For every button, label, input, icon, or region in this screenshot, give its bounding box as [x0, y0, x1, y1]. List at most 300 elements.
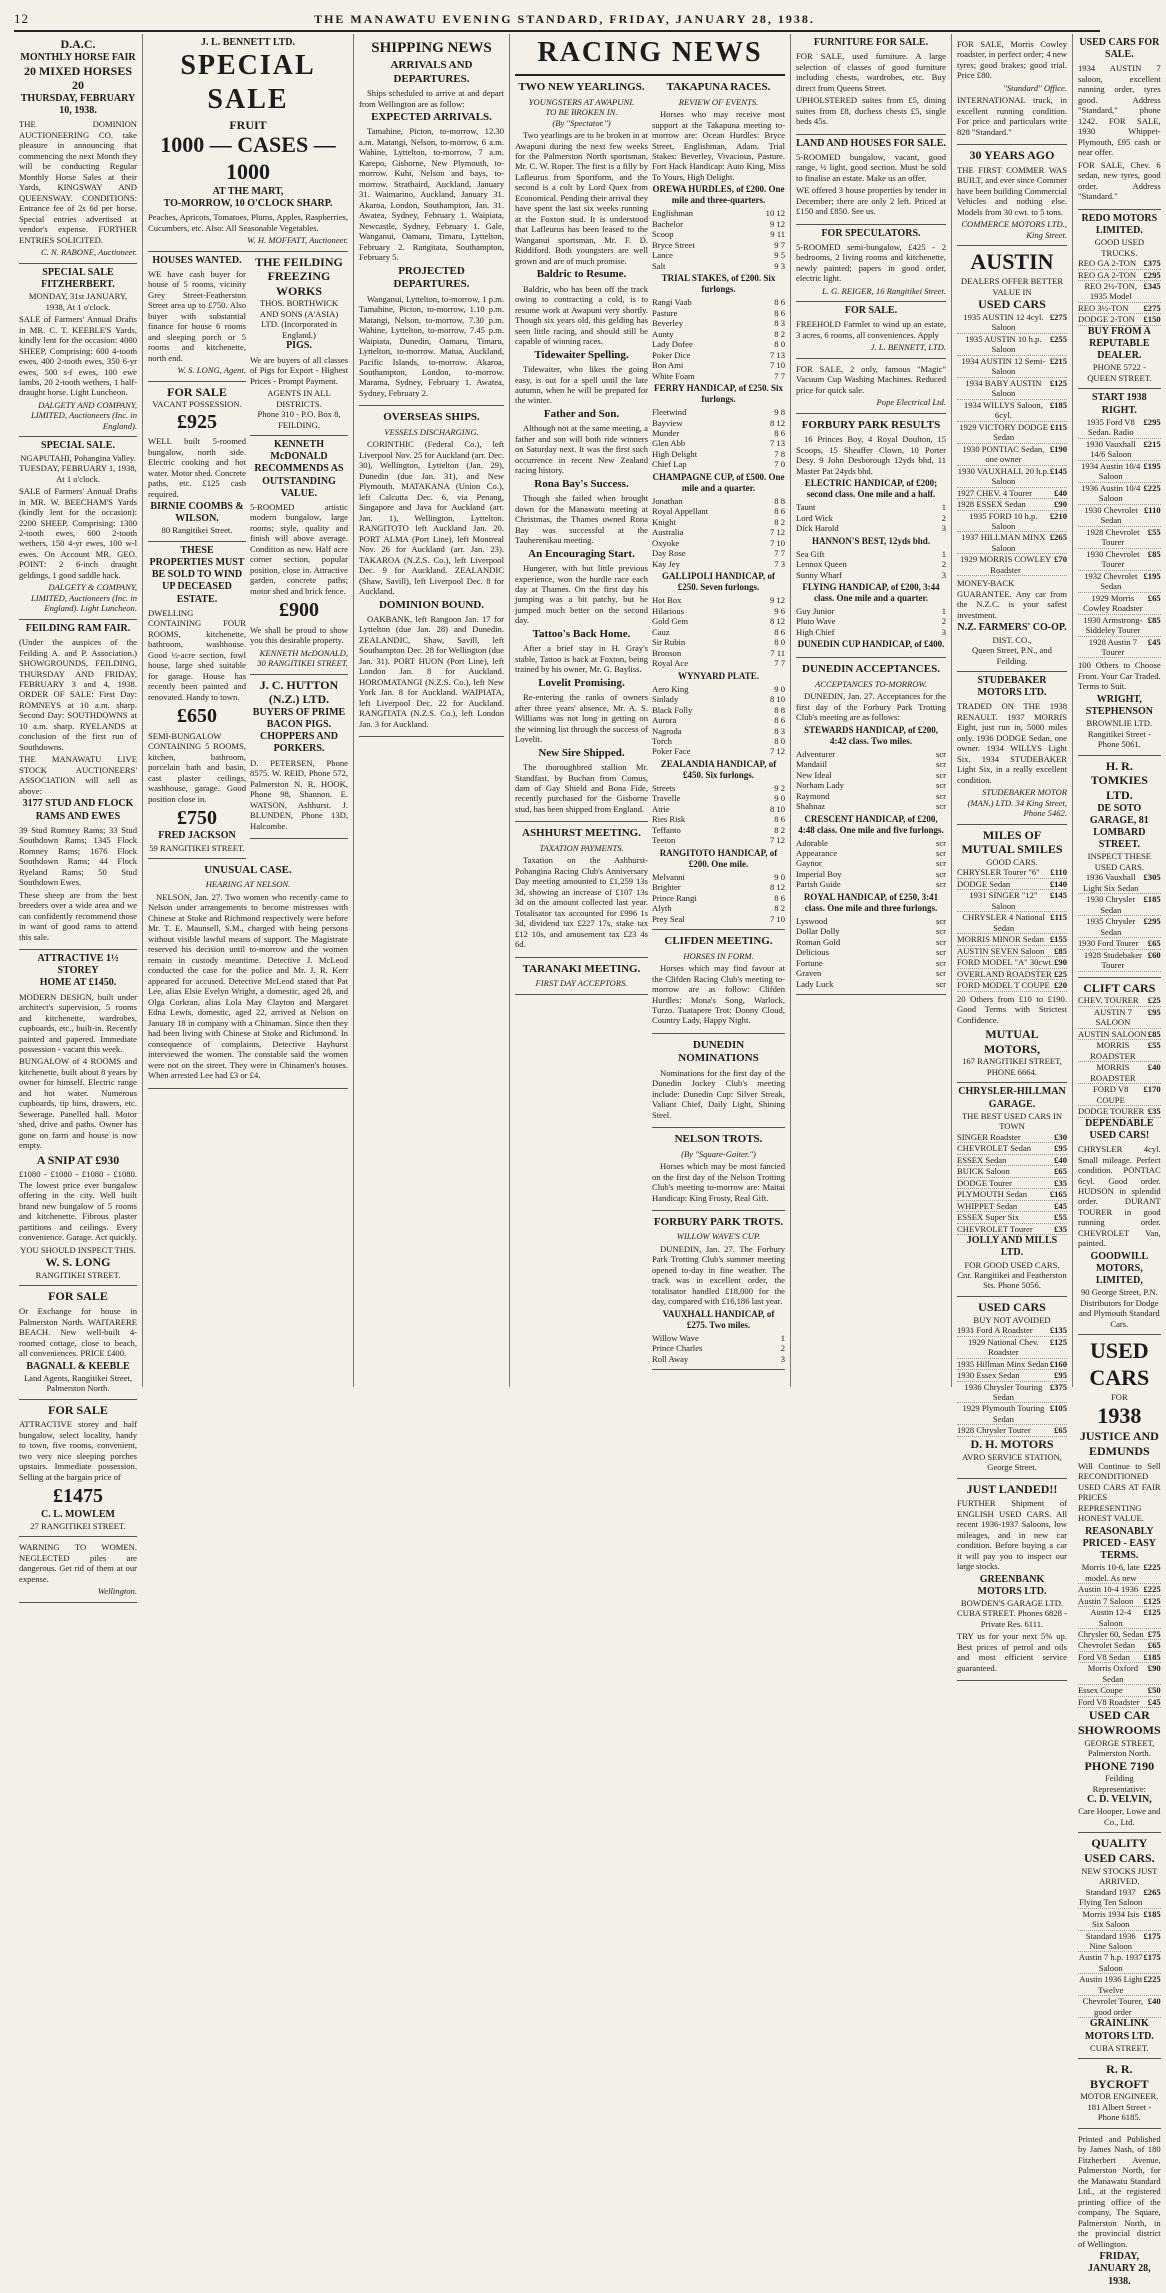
car-listing-value: £40: [1054, 487, 1067, 498]
car-listing-value: £90: [1054, 499, 1067, 510]
race-entry: [652, 694, 785, 704]
race-entry: [796, 627, 946, 637]
race-entry: [652, 240, 785, 250]
race-entry-name: Imperial Boy: [796, 868, 842, 879]
showrooms-addr: GEORGE STREET, Palmerston North.: [1084, 1737, 1155, 1759]
ngap-signature: DALGETY & COMPANY, LIMITED, Auctioneers (Inc. in England). Light Luncheon.: [30, 582, 137, 614]
race-entry-name: Teffanto: [652, 824, 681, 835]
sale-sig: J. L. BENNETT, LTD.: [870, 342, 946, 353]
quality-cars-ad: [1078, 1833, 1161, 2059]
hutton-title: J. C. HUTTON (N.Z.) LTD.: [259, 677, 339, 707]
car-listing-name: REO GA 2-TON: [1078, 269, 1137, 280]
results-title: FORBURY PARK RESULTS: [801, 418, 941, 431]
car-listing: [957, 1382, 1067, 1404]
car-listing: [1078, 527, 1161, 549]
race-entry: [652, 208, 785, 218]
race-entry-name: Australia: [652, 527, 684, 538]
car-listing-value: £40: [1054, 1154, 1067, 1165]
intl-body: INTERNATIONAL truck, in excellent running condition. For price and particulars write 828 "Standard.": [957, 95, 1067, 137]
car-listing-name: 1930 Chrysler Sedan: [1086, 894, 1136, 915]
car-listing-name: OVERLAND ROADSTER: [957, 968, 1052, 979]
takapuna-title: TAKAPUNA RACES.: [666, 81, 771, 94]
race-entry-name: Lady Luck: [796, 978, 834, 989]
race-entry: [652, 616, 785, 626]
redo-sub: GOOD USED TRUCKS.: [1094, 237, 1145, 258]
bennett-at: AT THE MART,: [212, 185, 284, 197]
car-listing: [1078, 549, 1161, 571]
estate-properties-ad: [148, 542, 246, 859]
race-entry-value: 8 2: [774, 516, 785, 527]
race-entry-value: 3: [941, 523, 946, 534]
kenneth-head: KENNETH McDONALD RECOMMENDS AS OUTSTANDING VALUE.: [254, 439, 344, 499]
car-listing: [1078, 995, 1161, 1006]
kenneth-body: 5-ROOMED artistic modern bungalow, large rooms; style, quality and finish will above average. Condition as new. Half acre corner section, popular position, close in. Attractive garden, concrete paths; motor shed and brick fence.: [250, 501, 348, 596]
car-listing-value: £275: [1143, 302, 1161, 313]
race-entry: [652, 318, 785, 328]
car-listing-value: £265: [1143, 1886, 1161, 1897]
race-entry-value: 9 0: [774, 793, 785, 804]
trial-title: TRIAL STAKES, of £200. Six furlongs.: [661, 273, 776, 295]
car-listing: [957, 879, 1067, 890]
years-body: THE FIRST COMMER WAS BUILT, and ever since Commer have been building Commercial Vehicles and nothing else. Models from 30 cwt. to 5 tons.: [957, 164, 1068, 217]
race-entry-value: 7 12: [769, 746, 785, 757]
speculators-ad: [796, 225, 946, 303]
car-listing: [1078, 950, 1161, 972]
car-listing: [957, 444, 1067, 466]
car-listing-name: 1929 VICTORY DODGE Sedan: [959, 421, 1048, 443]
car-listing-value: £145: [1049, 465, 1067, 476]
car-listing-name: 1935 Ford V8 Sedan. Radio: [1086, 416, 1135, 438]
forsale2-price: £1475: [53, 1485, 103, 1508]
studebaker-ad: [957, 672, 1067, 825]
race-entry: [652, 438, 785, 448]
car-listing: [1078, 1931, 1161, 1953]
feilding-ram-fair-ad: [19, 620, 137, 950]
race-entry-name: Fortune: [796, 957, 823, 968]
car-listing-value: £185: [1143, 894, 1161, 905]
masthead: [14, 8, 1100, 32]
car-listing-value: £45: [1147, 636, 1161, 647]
trial-entries: [652, 297, 785, 381]
grainlink-addr: CUBA STREET.: [1090, 2042, 1149, 2053]
car-listing-name: AUSTIN 7 SALOON: [1093, 1006, 1132, 1028]
takapuna-story: [652, 76, 785, 930]
column-7: [1073, 34, 1166, 2287]
birnie-title: BIRNIE COOMBS & WILSON.: [150, 501, 244, 525]
wright-addr: Rangitikei Street - Phone 5061.: [1087, 728, 1151, 750]
car-listing-name: 1930 Essex Sedan: [957, 1370, 1020, 1381]
race-entry-value: scr: [935, 847, 946, 858]
race-entry-value: scr: [935, 915, 946, 926]
justice-sub: REASONABLY PRICED - EASY TERMS.: [1082, 1525, 1156, 1561]
freeze-sub: THOS. BORTHWICK AND SONS (A'ASIA) LTD. (Incorporated in England.): [259, 298, 339, 340]
race-entry: [652, 736, 785, 746]
car-listing: [957, 422, 1067, 444]
car-listing-name: 1928 ESSEX Sedan: [957, 499, 1026, 510]
race-entry-name: Dollar Dolly: [796, 926, 840, 937]
car-listing-value: £295: [1143, 416, 1161, 427]
mlsa-note: These sheep are from the best breeders over a wide area and we can confidently recommend those in want of good rams to attend this sale.: [19, 889, 137, 942]
race-entry: [652, 339, 785, 349]
car-listing-value: £155: [1049, 934, 1067, 945]
bagnall-sub: Land Agents, Rangitikei Street, Palmerston North.: [23, 1372, 133, 1394]
car-listing-value: £375: [1143, 258, 1161, 269]
car-listing: [957, 867, 1067, 878]
car-listing-name: SINGER Roadster: [957, 1131, 1021, 1142]
car-listing: [1078, 916, 1161, 938]
race-entry-value: 7 11: [770, 647, 785, 658]
race-entry-name: Willow Wave: [652, 1332, 699, 1343]
car-listing-name: 1929 Morris Cowley Roadster: [1083, 592, 1143, 614]
lovelit-title: Lovelit Promising.: [538, 676, 625, 689]
just-landed-ad: [957, 1479, 1067, 1682]
long-note: YOU SHOULD INSPECT THIS.: [20, 1244, 136, 1255]
race-entry: [796, 749, 946, 759]
redo-title: REDO MOTORS LIMITED.: [1081, 212, 1158, 236]
car-listing-value: £225: [1143, 1562, 1161, 1573]
fitzherbert-sale-ad: [19, 264, 137, 438]
imprint: [1078, 2129, 1161, 2293]
car-listing-name: PLYMOUTH Sedan: [957, 1189, 1028, 1200]
car-listing-value: £170: [1143, 1084, 1161, 1095]
car-listing-name: 1930 Ford Tourer: [1078, 938, 1139, 949]
kenneth-note: We shall be proud to show you this desirable property.: [250, 624, 348, 646]
car-listing-value: £210: [1049, 510, 1067, 521]
car-listing-value: £20: [1054, 980, 1067, 991]
vacant-title: FOR SALE: [167, 384, 227, 399]
race-entry: [652, 459, 785, 469]
ferry-entries: [652, 407, 785, 470]
car-listing-name: Standard 1936 Nine Saloon: [1085, 1930, 1136, 1951]
shipping-news: [359, 34, 504, 406]
car-listing: [957, 1132, 1067, 1143]
race-entry-value: 9 12: [769, 595, 785, 606]
car-listing-name: 1928 Chrysler Tourer: [957, 1425, 1031, 1436]
race-entry: [796, 559, 946, 569]
car-listing-value: £175: [1143, 1952, 1161, 1963]
race-entry-name: Streets: [652, 782, 676, 793]
austin-note: MONEY-BACK GUARANTEE. Any car from the N.Z.C. is your safest investment.: [957, 578, 1067, 620]
race-entry-name: Adventurer: [796, 748, 836, 759]
car-listing: [1078, 270, 1161, 281]
car-listing-name: 1930 Chevrolet Tourer: [1086, 548, 1140, 570]
race-entry: [652, 705, 785, 715]
car-listing-value: £345: [1143, 280, 1161, 291]
race-entry-value: 8 6: [774, 506, 785, 517]
land-body: 5-ROOMED bungalow, vacant, good range, ½ light, good section. Must be sold to finalise an estate. Make us an offer.: [796, 151, 946, 183]
race-entry-name: Scoop: [652, 229, 674, 240]
mutual-motors-ad: [957, 825, 1067, 1084]
car-listing-name: 1929 Plymouth Touring Sedan: [962, 1403, 1045, 1424]
ngap-body: SALE of Farmers' Annual Drafts in MR. W. BEECHAM'S Yards (kindly lent for the occasion): 2200 SHEEP, Comprising: 1300 2-tooth ewes, 600 2-tooth wethers, 150 4-yr ewes, 100 w-l ewes. On Account MR. GEO. POINT: 2 6-inch draught geldings, 1 good saddle hack.: [19, 486, 137, 580]
car-listing: [1078, 571, 1161, 593]
race-entry-name: Melvanni: [652, 871, 685, 882]
race-entry-name: New Ideal: [796, 769, 832, 780]
car-listing-value: £110: [1050, 867, 1067, 878]
clifden-title: CLIFDEN MEETING.: [664, 935, 773, 948]
car-listing: [1078, 461, 1161, 483]
wright-title: WRIGHT, STEPHENSON: [1085, 693, 1153, 718]
race-entry-name: Dick Harold: [796, 523, 839, 534]
acc-sub: ACCEPTANCES TO-MORROW.: [814, 678, 928, 689]
race-entry-name: Aurora: [652, 715, 677, 726]
car-listing: [1078, 314, 1161, 325]
race-entry-name: Royal Ace: [652, 658, 689, 669]
car-listing: [1078, 1652, 1161, 1663]
race-entry-value: 2: [941, 616, 946, 627]
car-listing: [957, 1143, 1067, 1154]
houses-wanted-ad: [148, 252, 246, 382]
storey-body: MODERN DESIGN, built under architect's supervision, 5 rooms and kitchenette, wardrobes, cupboards, etc., built-in. Recently painted and papered. Immediate possession - vacant this week.: [19, 991, 137, 1054]
freezing-works-ad: [250, 252, 348, 436]
car-listing: [1078, 1029, 1161, 1040]
car-listing: [957, 1178, 1067, 1189]
champ-title: CHAMPAGNE CUP, of £500. One mile and a quarter.: [652, 471, 785, 493]
race-entry-name: Oxyoke: [652, 537, 680, 548]
car-listing: [957, 554, 1067, 576]
forbury-title: FORBURY PARK TROTS.: [653, 1216, 784, 1229]
column-6: [952, 34, 1073, 1673]
race-entry-name: Bachelor: [652, 218, 684, 229]
race-entry: [652, 506, 785, 516]
rep-addr: Care Hooper, Lowe and Co., Ltd.: [1078, 1806, 1161, 1827]
imprint-body: Printed and Published by James Nash, of 180 Fitzherbert Avenue, Palmerston North, for the Manawatu Standard Ltd., at the registered printing office of the company, The Square, Palmerston North, in the provincial district of Wellington.: [1078, 2133, 1161, 2249]
race-entry: [796, 979, 946, 989]
landed-body: FURTHER Shipment of ENGLISH USED CARS. All recent 1936-1937 Saloons, low mileages, and in new car condition. Before buying a car it will pay you to inspect our large stocks.: [957, 1498, 1067, 1572]
car-listing-name: Austin 7 Saloon: [1078, 1595, 1134, 1606]
car-listing-name: Morris 1934 Isis Six Saloon: [1082, 1908, 1140, 1930]
race-entry: [652, 746, 785, 756]
race-entry-value: 9 7: [774, 239, 785, 250]
car-listing-value: £195: [1143, 460, 1161, 471]
car-listing-value: £160: [1049, 1358, 1067, 1369]
race-entry: [796, 801, 946, 811]
race-entry: [652, 658, 785, 668]
race-entry: [652, 914, 785, 924]
yearlings-title: TWO NEW YEARLINGS.: [518, 81, 645, 94]
projected-title: PROJECTED DEPARTURES.: [393, 264, 470, 291]
start-1938-ad: [1078, 389, 1161, 755]
race-entry: [652, 606, 785, 616]
race-entry: [796, 838, 946, 848]
car-listing: [957, 356, 1067, 378]
hannon-title: HANNON'S BEST, 12yds bhd.: [811, 535, 931, 546]
ferry-title: FERRY HANDICAP, of £250. Six furlongs.: [653, 383, 784, 405]
car-listing: [957, 934, 1067, 945]
car-listing: [957, 1212, 1067, 1223]
race-entry: [796, 523, 946, 533]
car-listing: [1078, 281, 1161, 303]
column-3: [354, 34, 510, 1387]
stake-title: New Sire Shipped.: [538, 746, 625, 759]
freeze-pigs: PIGS.: [286, 340, 312, 352]
race-entry-value: 8 6: [774, 626, 785, 637]
car-listing-value: £45: [1147, 1696, 1161, 1707]
car-listing: [957, 1201, 1067, 1212]
acc-title: DUNEDIN ACCEPTANCES.: [802, 663, 940, 676]
austin-title: AUSTIN: [970, 249, 1054, 275]
land-offer: WE offered 3 house properties by tender in December; there are only 2 left. Priced at £150 and £850. See us.: [796, 185, 946, 217]
props-title: THESE PROPERTIES MUST BE SOLD TO WIND UP DECEASED ESTATE.: [149, 544, 245, 605]
race-entry-name: Day Rose: [652, 548, 686, 559]
miles-sub: MUTUAL SMILES: [961, 842, 1063, 857]
race-entry: [796, 513, 946, 523]
dep-title: DEPENDABLE USED CARS!: [1085, 1117, 1154, 1141]
nelson-title: NELSON TROTS.: [674, 1133, 763, 1146]
quality-sub: NEW STOCKS JUST ARRIVED.: [1081, 1865, 1158, 1887]
tomkies-sub: DE SOTO GARAGE, 81 LOMBARD STREET.: [1089, 802, 1149, 851]
tattoo-body: After a brief stay in H. Gray's stable, Tattoo is back at Foxton, being trained by his owner, Mr. G. Bayliss.: [515, 643, 648, 675]
flying-title: FLYING HANDICAP, of £200, 3:44 class. One mile and a quarter.: [802, 582, 940, 603]
race-entry: [652, 893, 785, 903]
land-houses-ad: [796, 135, 946, 225]
race-entry-value: scr: [935, 790, 946, 801]
vacant-price: £925: [177, 410, 217, 433]
stewards-title: STEWARDS HANDICAP, of £200, 4:42 class. Two miles.: [804, 724, 938, 746]
justice-edmunds-ad: [1078, 1335, 1161, 1833]
car-listing: [1078, 894, 1161, 916]
yearlings-sub2: TO BE BROKEN IN.: [545, 107, 618, 118]
car-listing-value: £305: [1143, 872, 1161, 883]
nelson-sub: (By "Square-Gaiter."): [681, 1148, 756, 1159]
car-listing-value: £165: [1049, 1189, 1067, 1200]
landed-title: JUST LANDED!!: [966, 1481, 1058, 1496]
car-listing: [957, 499, 1067, 510]
race-entry-name: Salt: [652, 260, 666, 271]
race-entry-name: Hilarious: [652, 605, 684, 616]
redo-note: BUY FROM A REPUTABLE DEALER.: [1087, 325, 1151, 362]
ch-sub: THE BEST USED CARS IN TOWN: [961, 1110, 1063, 1132]
car-listing-value: £195: [1143, 570, 1161, 581]
quality-list: [1078, 1887, 1161, 2019]
car-listing: [957, 400, 1067, 422]
car-listing-value: £30: [1054, 1131, 1067, 1142]
storey-price: HOME AT £1450.: [39, 977, 117, 989]
race-entry-name: Glen Abb: [652, 438, 686, 449]
race-entry-name: Sir Rubin: [652, 637, 686, 648]
austin-list: [957, 312, 1067, 577]
car-listing-name: 1931 SINGER "12" Saloon: [969, 890, 1038, 911]
clift-title: CLIFT CARS: [1083, 980, 1156, 995]
car-listing: [957, 488, 1067, 499]
austin-sub: DEALERS OFFER BETTER VALUE IN: [960, 276, 1064, 297]
race-entry: [652, 882, 785, 892]
vessels-body: CORINTHIC (Federal Co.), left Liverpool Nov. 25 for Auckland (arr. Dec. 30), Wellington, Lyttelton (Jan. 29), Dunedin (due Jan. 31), and New Plymouth. MATAKANA (Union Co.), left Calcutta Dec. 6, via Penang, Singapore and Java for Auckland (arr. Jan. 1), Wellington, Lyttelton. RANGITOTO left Auckland Jan. 20. PORT ALMA (Port Line), left Montreal Nov. 26 for Auckland (arr. Jan. 23). TAKAROA (N.Z.S. Co.), left Liverpool Dec. 9 for Auckland. ZEALANDIC (Shaw, Savill), left Liverpool Dec. 8 for Auckland.: [359, 439, 504, 597]
race-entry: [652, 407, 785, 417]
car-listing-name: CHEV. TOURER: [1078, 995, 1139, 1006]
chrysler-hillman-ad: [957, 1083, 1067, 1297]
race-entry: [652, 793, 785, 803]
bycroft-ad: [1078, 2059, 1161, 2129]
kenneth-mcdonald-ad: [250, 436, 348, 675]
race-entry-name: Aunty: [652, 328, 674, 339]
race-entry-name: Guy Junior: [796, 605, 835, 616]
props-price: £650: [177, 705, 217, 728]
expected-title: EXPECTED ARRIVALS.: [371, 111, 492, 124]
car-listing-name: FORD MODEL T COUPE: [957, 980, 1050, 991]
car-listing: [957, 378, 1067, 400]
enc-body: Hungerer, with but little previous experience, won the hurdle race each day at Thames. On the first day his jumping was a bit patchy, but he jumped much better on the second day.: [515, 563, 648, 626]
baldric-title: Baldric to Resume.: [536, 268, 627, 281]
car-listing-name: BUICK Saloon: [957, 1166, 1010, 1177]
dac-horse-fair-ad: [19, 34, 137, 264]
hutton-ad: [250, 675, 348, 839]
used-sub: BUY NOT AVOIDED: [973, 1314, 1051, 1325]
farmers-addr: Queen Street, P.N., and Feilding.: [972, 645, 1052, 666]
race-entry-name: Adorable: [796, 837, 828, 848]
crescent-entries: [796, 838, 946, 890]
race-entry-value: 7 12: [769, 835, 785, 846]
race-entry-value: 7 10: [769, 913, 785, 924]
race-entry-value: scr: [935, 748, 946, 759]
race-entry: [652, 360, 785, 370]
mutual-addr: 167 RANGITIKEI STREET, PHONE 6664.: [962, 1056, 1062, 1077]
race-entry: [652, 449, 785, 459]
car-listing: [1078, 1106, 1161, 1117]
rangi-entries: [652, 872, 785, 924]
race-entry-name: Knight: [652, 516, 676, 527]
royal-title: ROYAL HANDICAP, of £250, 3:41 class. One mile and three furlongs.: [803, 891, 939, 913]
race-entry: [796, 858, 946, 868]
enc-title: An Encouraging Start.: [528, 547, 635, 560]
race-entry: [652, 1343, 785, 1353]
ngap-place: NGAPUTAHI, Pohangina Valley.: [20, 452, 136, 463]
green-title: GREENBANK MOTORS LTD.: [977, 1573, 1047, 1597]
justice-title: JUSTICE AND EDMUNDS: [1079, 1429, 1159, 1458]
race-entry-value: 2: [780, 1343, 785, 1354]
clift-list: [1078, 995, 1161, 1117]
car-listing-value: £295: [1143, 916, 1161, 927]
dac-signature: C. N. RABONE, Auctioneer.: [40, 247, 137, 258]
jolly-addr: Cnr. Rangitikei and Featherston Sts. Phone 5056.: [957, 1270, 1067, 1291]
car-listing-name: CHEVROLET Sedan: [957, 1143, 1032, 1154]
race-entry: [796, 968, 946, 978]
overseas-ships: [359, 406, 504, 737]
race-entry-name: Poker Dice: [652, 349, 691, 360]
car-listing-value: £75: [1147, 1628, 1161, 1639]
redo-list: [1078, 258, 1161, 326]
car-listing: [1078, 1996, 1161, 2018]
car-listing-name: 1935 Chrysler Sedan: [1086, 916, 1136, 937]
car-listing-value: £265: [1049, 532, 1067, 543]
race-entry-value: 8 3: [774, 318, 785, 329]
race-entry-value: 7 10: [769, 537, 785, 548]
race-entry-name: Sunny Wharf: [796, 569, 842, 580]
car-listing-name: Austin 10-4 1936: [1078, 1584, 1139, 1595]
race-entry-value: 9 0: [774, 871, 785, 882]
race-entry-value: scr: [935, 936, 946, 947]
race-entry: [652, 903, 785, 913]
race-entry-name: Prince Rangi: [652, 892, 697, 903]
unusual-body: NELSON, Jan. 27. Two women who recently came to Nelson under arrangements to become mistresses with Chinese at Stoke and Richmond respectively were before Mr. T. E. Maunsell, S.M., charged with being persons without visible lawful means of support. The Magistrate reserved his decision until to-morrow and the women remain in custody meantime. Detective J. McLeod conducted the case for the police and Mr. J. R. Kerr appeared for accused. Detective McLeod stated that Pat Lee, alias Elsie Evelyn Wright, a domestic, aged 28, and Olga Corkran, alias Lola May Clayton and Margaret Edna Lewis, domestic, aged 22, arrived at Nelson on January 18 in company with a Chinaman. Since then they had been living with Chinese at Stoke and Richmond. In consequence of complaints, Detective Hayhurst interviewed the women. The constable said the women were not on the street. They were in Chinamen's houses. When arrested Lee had £3 or £4.: [148, 891, 348, 1081]
car-listing-value: £55: [1147, 526, 1161, 537]
race-entry: [796, 869, 946, 879]
race-entry-value: 7 10: [769, 360, 785, 371]
car-listing-name: DODGE Tourer: [957, 1177, 1012, 1188]
mowlem-name: C. L. MOWLEM: [41, 1508, 115, 1520]
car-listing-name: 1936 Chrysler Touring Sedan: [964, 1381, 1043, 1402]
race-entry-name: Kay Jey: [652, 558, 680, 569]
freeze-body: We are buyers of all classes of Pigs for Export - Highest Prices - Prompt Payment.: [250, 354, 348, 386]
race-entry-name: Delicious: [796, 947, 829, 958]
baldric-body: Baldric, who has been off the track owing to contracting a cold, is to resume work at Awapuni very shortly. Though six years old, this gelding has seen little racing, and should still be capable of winning races.: [515, 283, 648, 347]
race-entry-name: Bronson: [652, 647, 682, 658]
car-listing-name: 1930 Armstrong-Siddeley Tourer: [1083, 614, 1143, 636]
shipping-title: SHIPPING NEWS: [371, 40, 492, 56]
race-entry-name: Pluto Wave: [796, 616, 836, 627]
race-entry: [652, 418, 785, 428]
washing-machine-ad: [796, 359, 946, 414]
